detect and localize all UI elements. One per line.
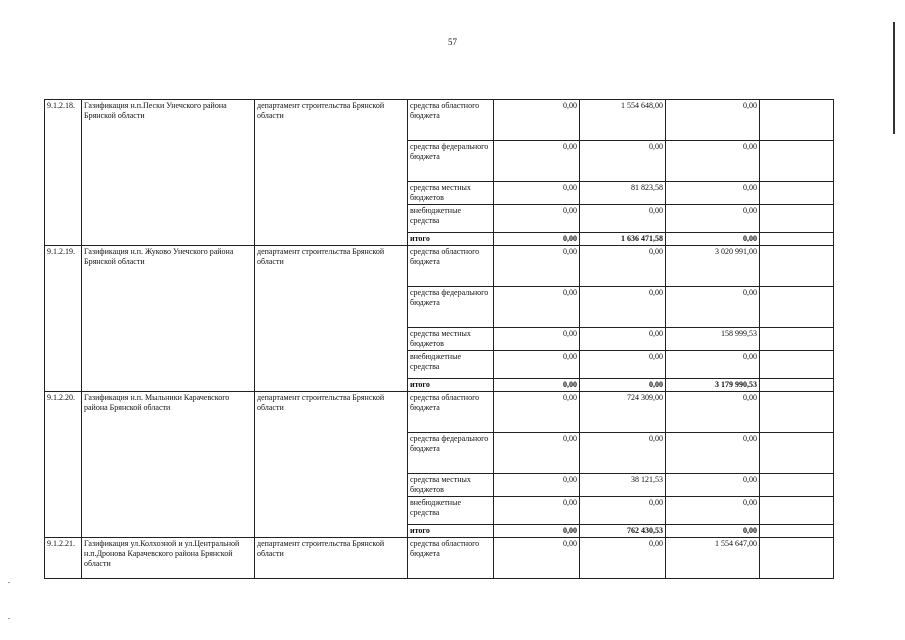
empty-cell bbox=[760, 246, 834, 287]
amount-cell: 0,00 bbox=[580, 497, 666, 525]
amount-cell: 724 309,00 bbox=[580, 392, 666, 433]
executor-name: департамент строительства Брянской области bbox=[255, 392, 408, 538]
funding-source: итого bbox=[408, 233, 494, 246]
item-name: Газификация н.п. Жуково Унечского района Брянской области bbox=[82, 246, 255, 392]
amount-cell: 0,00 bbox=[494, 392, 580, 433]
table-row bbox=[45, 100, 834, 141]
funding-source: средства федерального бюджета bbox=[408, 287, 494, 328]
amount-cell: 0,00 bbox=[494, 351, 580, 379]
funding-source: средства местных бюджетов bbox=[408, 474, 494, 497]
amount-cell: 0,00 bbox=[580, 379, 666, 392]
amount-cell: 0,00 bbox=[580, 141, 666, 182]
table-row bbox=[45, 392, 834, 433]
amount-cell: 0,00 bbox=[580, 538, 666, 579]
table-row bbox=[45, 246, 834, 287]
amount-cell: 0,00 bbox=[666, 525, 760, 538]
empty-cell bbox=[760, 379, 834, 392]
empty-cell bbox=[760, 233, 834, 246]
funding-source: средства местных бюджетов bbox=[408, 182, 494, 205]
funding-source: средства областного бюджета bbox=[408, 538, 494, 579]
table-row bbox=[45, 538, 834, 579]
amount-cell: 1 554 647,00 bbox=[666, 538, 760, 579]
executor-name: департамент строительства Брянской области bbox=[255, 246, 408, 392]
empty-cell bbox=[760, 141, 834, 182]
amount-cell: 0,00 bbox=[580, 433, 666, 474]
amount-cell: 0,00 bbox=[666, 287, 760, 328]
amount-cell: 0,00 bbox=[494, 497, 580, 525]
amount-cell: 0,00 bbox=[494, 287, 580, 328]
amount-cell: 1 636 471,58 bbox=[580, 233, 666, 246]
amount-cell: 0,00 bbox=[494, 100, 580, 141]
amount-cell: 3 179 990,53 bbox=[666, 379, 760, 392]
amount-cell: 0,00 bbox=[666, 141, 760, 182]
amount-cell: 0,00 bbox=[666, 205, 760, 233]
funding-source: итого bbox=[408, 379, 494, 392]
empty-cell bbox=[760, 205, 834, 233]
scan-edge-line bbox=[893, 22, 895, 134]
amount-cell: 0,00 bbox=[494, 433, 580, 474]
amount-cell: 0,00 bbox=[666, 233, 760, 246]
funding-source: средства федерального бюджета bbox=[408, 141, 494, 182]
amount-cell: 0,00 bbox=[580, 205, 666, 233]
empty-cell bbox=[760, 538, 834, 579]
amount-cell: 3 020 991,00 bbox=[666, 246, 760, 287]
funding-source: средства местных бюджетов bbox=[408, 328, 494, 351]
funding-source: средства областного бюджета bbox=[408, 100, 494, 141]
executor-name: департамент строительства Брянской области bbox=[255, 100, 408, 246]
amount-cell: 0,00 bbox=[666, 182, 760, 205]
empty-cell bbox=[760, 392, 834, 433]
amount-cell: 38 121,53 bbox=[580, 474, 666, 497]
funding-source: внебюджетные средства bbox=[408, 205, 494, 233]
item-name: Газификация н.п.Пески Унечского района Брянской области bbox=[82, 100, 255, 246]
item-name: Газификация ул.Колхозной и ул.Центральной н.п.Дронова Карачевского района Брянской области bbox=[82, 538, 255, 579]
item-code: 9.1.2.20. bbox=[45, 392, 82, 538]
amount-cell: 0,00 bbox=[666, 100, 760, 141]
item-code: 9.1.2.21. bbox=[45, 538, 82, 579]
amount-cell: 1 554 648,00 bbox=[580, 100, 666, 141]
funding-source: средства областного бюджета bbox=[408, 246, 494, 287]
empty-cell bbox=[760, 525, 834, 538]
amount-cell: 0,00 bbox=[494, 379, 580, 392]
amount-cell: 0,00 bbox=[494, 233, 580, 246]
amount-cell: 0,00 bbox=[494, 205, 580, 233]
amount-cell: 158 999,53 bbox=[666, 328, 760, 351]
empty-cell bbox=[760, 182, 834, 205]
amount-cell: 0,00 bbox=[494, 538, 580, 579]
amount-cell: 762 430,53 bbox=[580, 525, 666, 538]
funding-source: внебюджетные средства bbox=[408, 497, 494, 525]
amount-cell: 0,00 bbox=[580, 246, 666, 287]
funding-source: средства федерального бюджета bbox=[408, 433, 494, 474]
empty-cell bbox=[760, 474, 834, 497]
amount-cell: 0,00 bbox=[666, 474, 760, 497]
margin-mark bbox=[8, 618, 10, 619]
empty-cell bbox=[760, 100, 834, 141]
page-number: 57 bbox=[448, 37, 457, 47]
funding-source: внебюджетные средства bbox=[408, 351, 494, 379]
empty-cell bbox=[760, 497, 834, 525]
empty-cell bbox=[760, 287, 834, 328]
amount-cell: 0,00 bbox=[666, 497, 760, 525]
amount-cell: 0,00 bbox=[494, 141, 580, 182]
amount-cell: 0,00 bbox=[666, 433, 760, 474]
amount-cell: 0,00 bbox=[494, 246, 580, 287]
amount-cell: 0,00 bbox=[494, 182, 580, 205]
amount-cell: 0,00 bbox=[494, 328, 580, 351]
amount-cell: 0,00 bbox=[494, 525, 580, 538]
amount-cell: 0,00 bbox=[666, 351, 760, 379]
table-body bbox=[45, 100, 834, 579]
funding-source: средства областного бюджета bbox=[408, 392, 494, 433]
item-code: 9.1.2.18. bbox=[45, 100, 82, 246]
margin-mark bbox=[8, 582, 10, 583]
amount-cell: 0,00 bbox=[666, 392, 760, 433]
empty-cell bbox=[760, 351, 834, 379]
amount-cell: 0,00 bbox=[580, 287, 666, 328]
funding-table bbox=[44, 99, 834, 579]
funding-source: итого bbox=[408, 525, 494, 538]
item-code: 9.1.2.19. bbox=[45, 246, 82, 392]
amount-cell: 0,00 bbox=[494, 474, 580, 497]
amount-cell: 0,00 bbox=[580, 328, 666, 351]
empty-cell bbox=[760, 328, 834, 351]
item-name: Газификация н.п. Мыльники Карачевского района Брянской области bbox=[82, 392, 255, 538]
empty-cell bbox=[760, 433, 834, 474]
executor-name: департамент строительства Брянской области bbox=[255, 538, 408, 579]
amount-cell: 0,00 bbox=[580, 351, 666, 379]
amount-cell: 81 823,58 bbox=[580, 182, 666, 205]
